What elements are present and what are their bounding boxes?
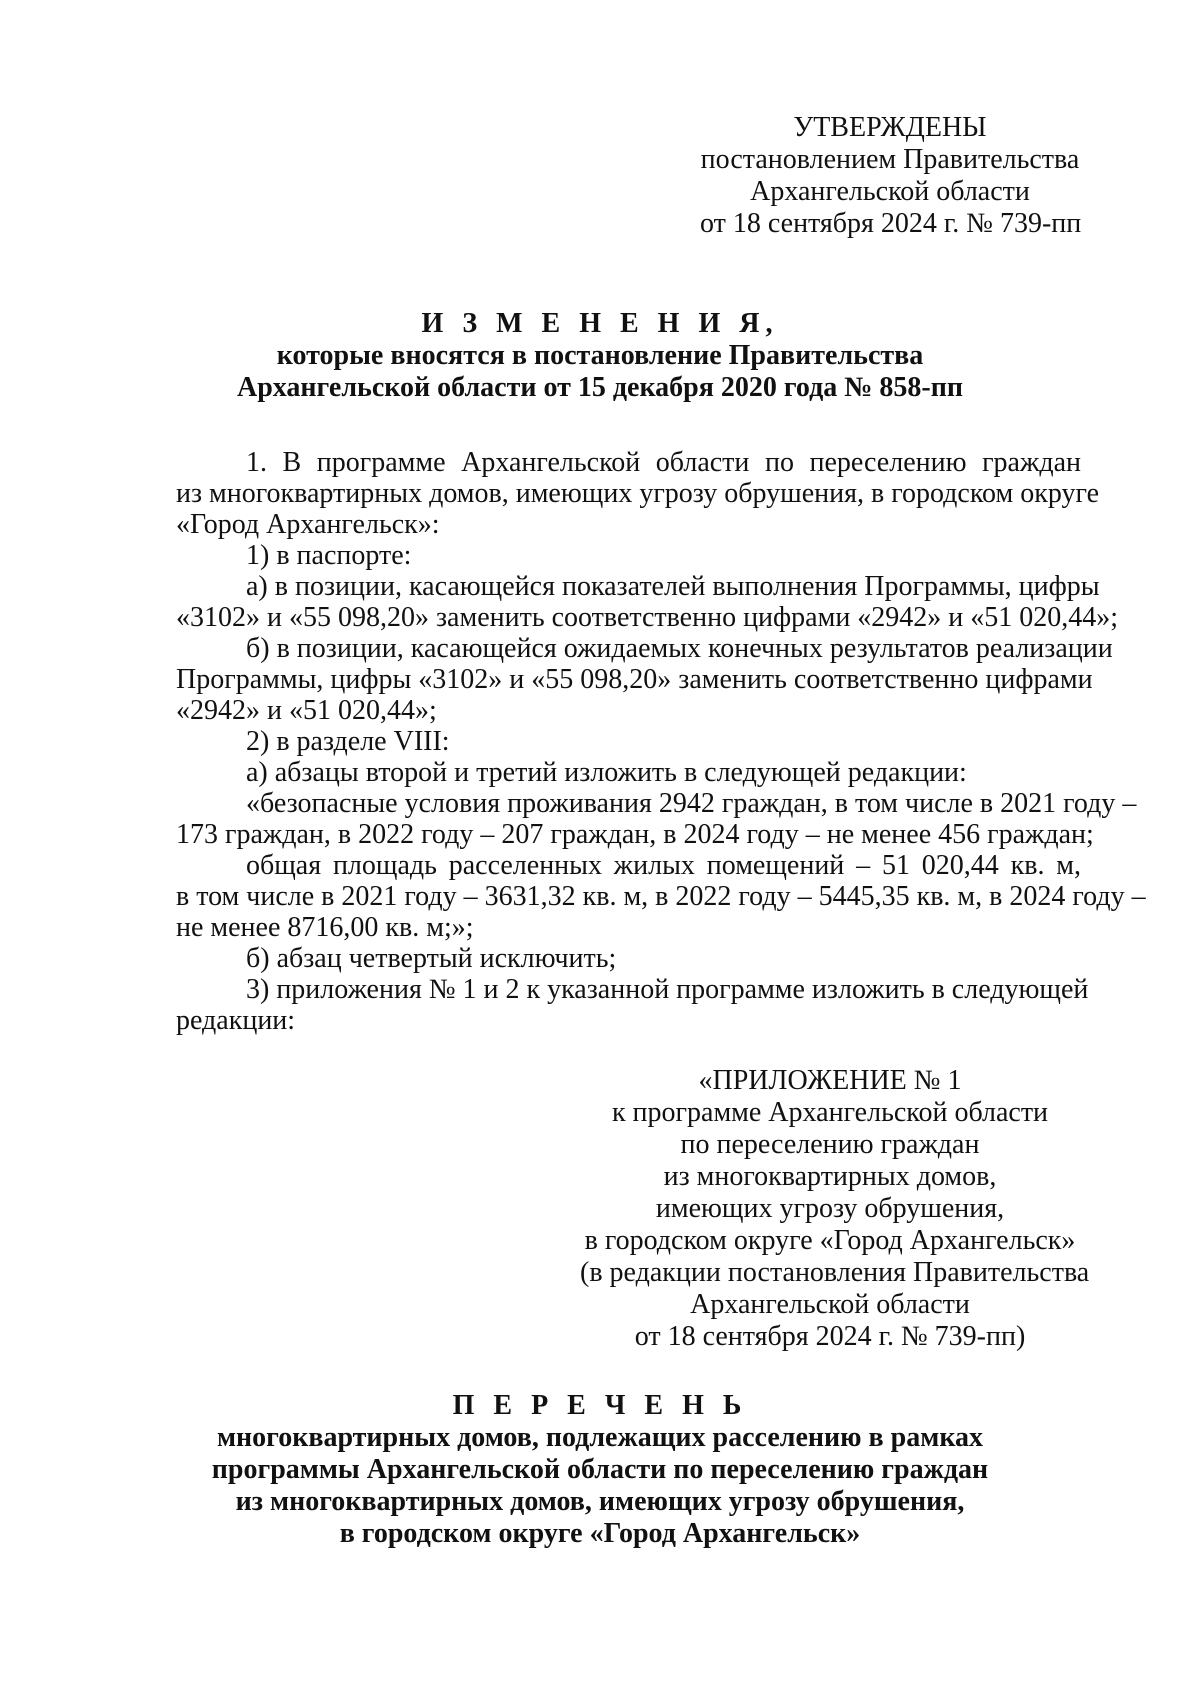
paragraph-line: б) в позиции, касающейся ожидаемых конечных результатов реализации	[246, 633, 1113, 664]
paragraph-line: редакции:	[176, 1005, 296, 1036]
appendix-line: по переселению граждан	[680, 1129, 980, 1160]
approval-block	[700, 112, 1080, 240]
approval-line: постановлением Правительства	[700, 144, 1080, 175]
paragraph-line: «2942» и «51 020,44»;	[176, 695, 437, 726]
appendix-line: (в редакции постановления Правительства	[580, 1257, 1090, 1288]
paragraph-line: в том числе в 2021 году – 3631,32 кв. м, в 2022 году – 5445,35 кв. м, в 2024 году –	[176, 881, 1146, 912]
appendix-line: к программе Архангельской области	[611, 1097, 1049, 1128]
appendix-line: Архангельской области	[690, 1289, 970, 1320]
paragraph-line: а) в позиции, касающейся показателей выполнения Программы, цифры	[246, 571, 1100, 602]
paragraph-line: не менее 8716,00 кв. м;»;	[176, 912, 474, 943]
list-subtitle-line: из многоквартирных домов, имеющих угрозу обрушения,	[235, 1486, 965, 1517]
changes-subtitle-line: которые вносятся в постановление Правительства	[276, 340, 924, 371]
approval-line: от 18 сентября 2024 г. № 739-пп	[700, 208, 1082, 239]
paragraph-line: 173 граждан, в 2022 году – 207 граждан, в 2024 году – не менее 456 граждан;	[176, 819, 1094, 850]
appendix-line: из многоквартирных домов,	[663, 1161, 997, 1192]
changes-subtitle-line: Архангельской области от 15 декабря 2020 года № 858-пп	[236, 372, 963, 403]
list-heading: П Е Р Е Ч Е Н Ь	[452, 1390, 748, 1421]
list-subtitle-line: многоквартирных домов, подлежащих расселению в рамках	[216, 1422, 984, 1453]
changes-title	[160, 308, 1040, 404]
paragraph-line: «безопасные условия проживания 2942 граждан, в том числе в 2021 году –	[246, 788, 1137, 819]
paragraph-line: «3102» и «55 098,20» заменить соответственно цифрами «2942» и «51 020,44»;	[176, 602, 1119, 633]
paragraph-line: Программы, цифры «3102» и «55 098,20» заменить соответственно цифрами	[176, 664, 1093, 695]
paragraph-line: 1) в паспорте:	[246, 540, 412, 571]
appendix-title: «ПРИЛОЖЕНИЕ № 1	[698, 1065, 962, 1096]
appendix-line: от 18 сентября 2024 г. № 739-пп)	[634, 1321, 1026, 1352]
appendix-line: имеющих угрозу обрушения,	[655, 1193, 1005, 1224]
paragraph-line: 1. В программе Архангельской области по переселению граждан	[246, 447, 1081, 478]
appendix-block	[580, 1065, 1090, 1353]
list-subtitle-line: в городском округе «Город Архангельск»	[339, 1518, 861, 1549]
paragraph-line: 2) в разделе VIII:	[246, 726, 450, 757]
appendix-line: в городском округе «Город Архангельск»	[584, 1225, 1076, 1256]
list-subtitle-line: программы Архангельской области по переселению граждан	[211, 1454, 989, 1485]
paragraph-line: б) абзац четвертый исключить;	[246, 943, 617, 974]
approval-title: УТВЕРЖДЕНЫ	[793, 112, 987, 143]
paragraph-line: «Город Архангельск»:	[176, 509, 440, 540]
changes-heading: И З М Е Н Е Н И Я,	[421, 308, 779, 339]
paragraph-line: а) абзацы второй и третий изложить в следующей редакции:	[246, 757, 967, 788]
paragraph-line: 3) приложения № 1 и 2 к указанной программе изложить в следующей	[246, 974, 1089, 1005]
paragraph-line: из многоквартирных домов, имеющих угрозу обрушения, в городском округе	[176, 478, 1100, 509]
paragraph-line: общая площадь расселенных жилых помещений – 51 020,44 кв. м,	[246, 850, 1081, 881]
list-title	[160, 1390, 1040, 1550]
approval-line: Архангельской области	[750, 176, 1030, 207]
